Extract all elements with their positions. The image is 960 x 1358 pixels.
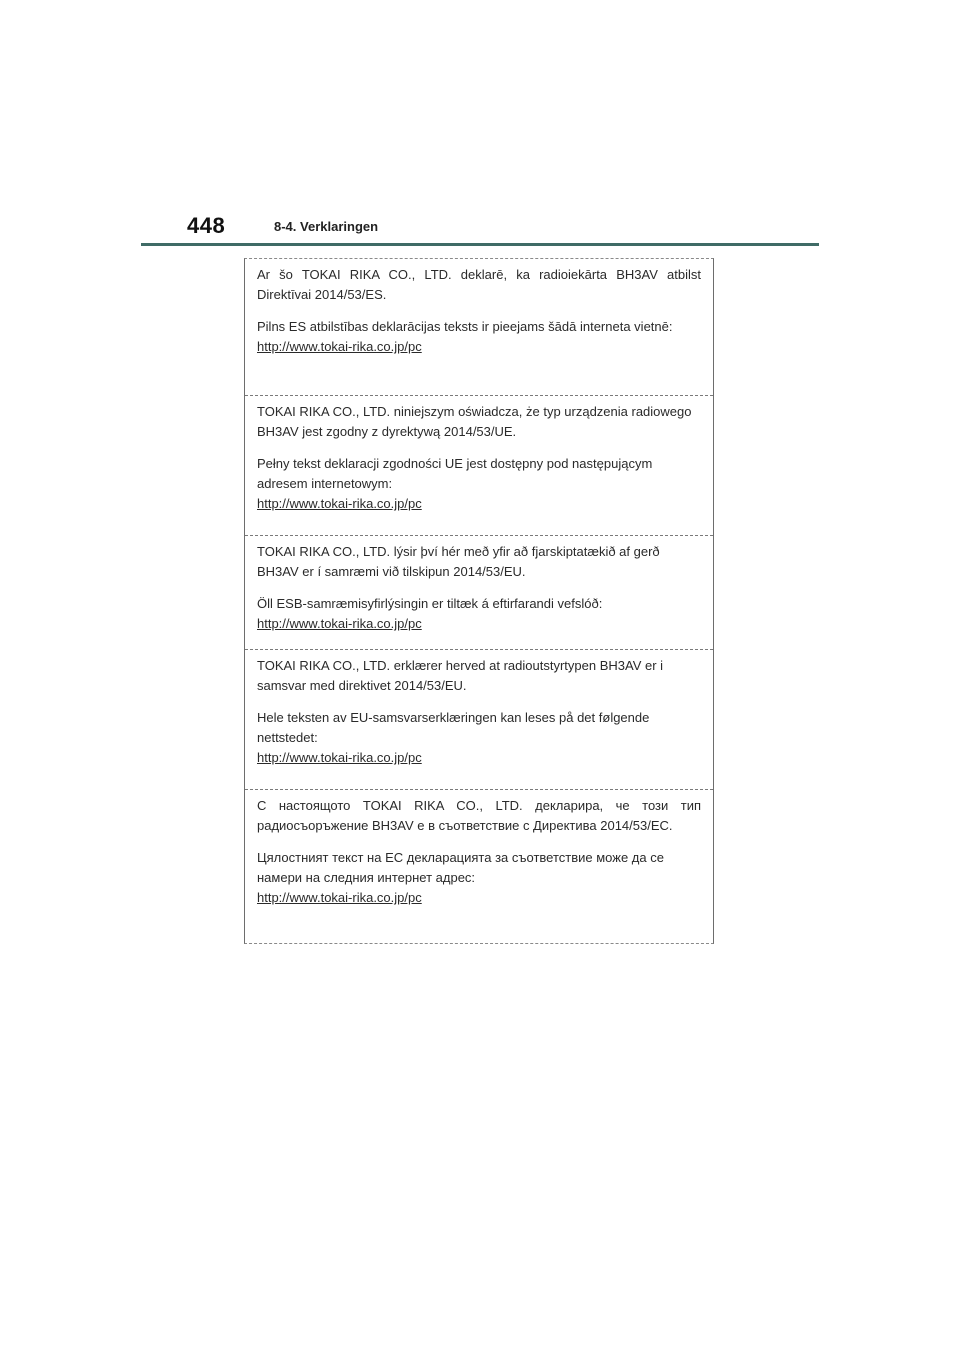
declaration-full-text: Pilns ES atbilstības deklarācijas teksts ir pieejams šādā interneta vietnē: — [257, 319, 673, 334]
declaration-url[interactable]: http://www.tokai-rika.co.jp/pc — [257, 496, 422, 511]
declaration-box — [244, 258, 714, 944]
declaration-polish — [245, 395, 713, 535]
declaration-url[interactable]: http://www.tokai-rika.co.jp/pc — [257, 750, 422, 765]
declaration-norwegian — [245, 649, 713, 789]
declaration-statement: TOKAI RIKA CO., LTD. lýsir því hér með yfir að fjarskiptatækið af gerð BH3AV er í samræmi við tilskipun 2014/53/EU. — [257, 544, 660, 579]
page-number: 448 — [187, 213, 226, 238]
declaration-full-text: Pełny tekst deklaracji zgodności UE jest dostępny pod następującym adresem internetowym: — [257, 456, 653, 491]
declaration-latvian — [245, 259, 713, 395]
declaration-icelandic — [245, 535, 713, 649]
section-title: 8-4. Verklaringen — [274, 219, 379, 234]
declaration-full-text: Цялостният текст на ЕС декларацията за съответствие може да се намери на следния интернет адрес: — [257, 850, 664, 885]
declaration-full-text: Hele teksten av EU-samsvarserklæringen kan leses på det følgende nettstedet: — [257, 710, 650, 745]
page-header — [187, 213, 827, 243]
declaration-statement: Ar šo TOKAI RIKA CO., LTD. deklarē, ka radioiekārta BH3AV atbilst Direktīvai 2014/53/ES. — [257, 267, 701, 302]
declaration-url[interactable]: http://www.tokai-rika.co.jp/pc — [257, 890, 422, 905]
declaration-statement: TOKAI RIKA CO., LTD. niniejszym oświadcza, że typ urządzenia radiowego BH3AV jest zgodny z dyrektywą 2014/53/UE. — [257, 404, 692, 439]
declaration-statement: С настоящото TOKAI RIKA CO., LTD. декларира, че този тип радиосъоръжение BH3AV е в съответствие с Директива 2014/53/ЕС. — [257, 798, 701, 833]
declaration-full-text: Öll ESB-samræmisyfirlýsingin er tiltæk á eftirfarandi vefslóð: — [257, 596, 603, 611]
declaration-bulgarian — [245, 789, 713, 943]
declaration-statement: TOKAI RIKA CO., LTD. erklærer herved at radioutstyrtypen BH3AV er i samsvar med direktivet 2014/53/EU. — [257, 658, 664, 693]
declaration-url[interactable]: http://www.tokai-rika.co.jp/pc — [257, 339, 422, 354]
header-divider — [141, 243, 819, 246]
declaration-url[interactable]: http://www.tokai-rika.co.jp/pc — [257, 616, 422, 631]
